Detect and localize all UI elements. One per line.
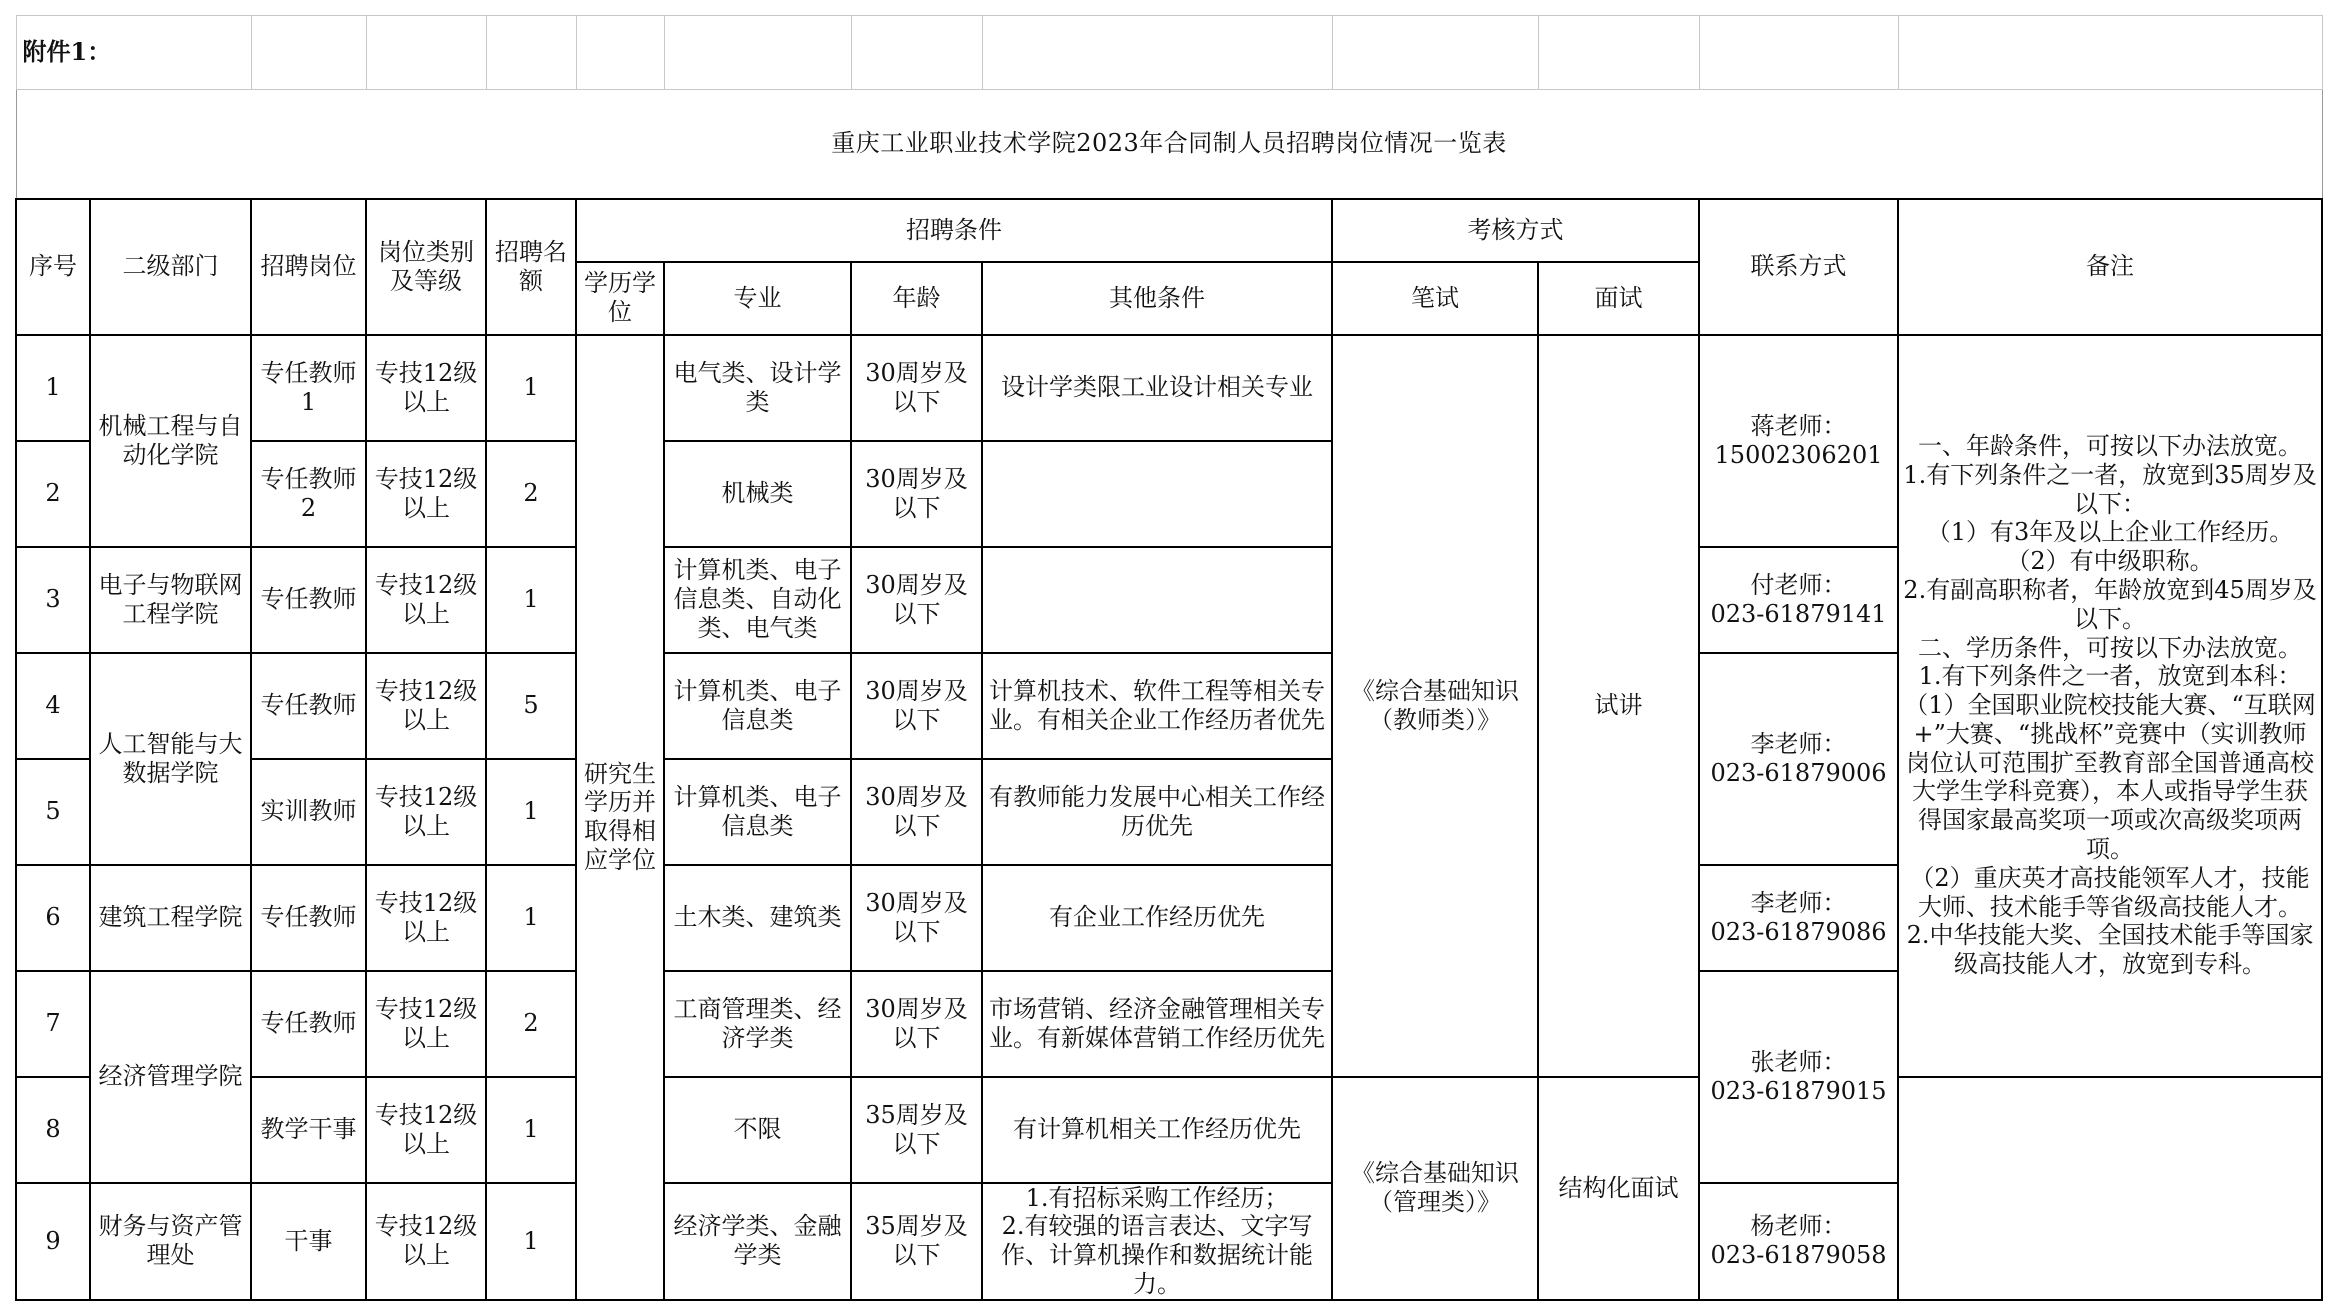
- table-row: [16, 1077, 2322, 1183]
- remarks-line: 一、年龄条件，可按以下办法放宽。: [1918, 431, 2303, 460]
- other-cell: [982, 1183, 1332, 1300]
- header-other: 其他条件: [982, 262, 1332, 335]
- position-cell: 专任教师2: [251, 441, 366, 547]
- attachment-row: [16, 16, 2322, 90]
- department-cell: 机械工程与自动化学院: [90, 335, 251, 547]
- seq-cell: 7: [16, 971, 90, 1077]
- position-cell: 专任教师: [251, 653, 366, 759]
- major-cell: 经济学类、金融学类: [664, 1183, 851, 1300]
- age-cell: 30周岁及以下: [851, 441, 982, 547]
- contact-phone: 15002306201: [1714, 440, 1883, 469]
- category-cell: 专技12级以上: [366, 335, 486, 441]
- category-cell: 专技12级以上: [366, 1183, 486, 1300]
- category-cell: 专技12级以上: [366, 441, 486, 547]
- contact-phone: 023-61879141: [1710, 599, 1887, 628]
- contact-name: 杨老师：: [1750, 1212, 1847, 1241]
- position-cell: 专任教师: [251, 865, 366, 971]
- remarks-line: 1.有下列条件之一者，放宽到本科：: [1918, 662, 2302, 691]
- age-cell: 30周岁及以下: [851, 971, 982, 1077]
- category-cell: 专技12级以上: [366, 547, 486, 653]
- header-age: 年龄: [851, 262, 982, 335]
- major-cell: 计算机类、电子信息类: [664, 759, 851, 865]
- interview-cell: 试讲: [1538, 335, 1699, 1077]
- age-cell: 35周岁及以下: [851, 1183, 982, 1300]
- contact-name: 蒋老师：: [1750, 411, 1847, 440]
- empty-cell: [851, 16, 982, 90]
- remarks-line: （2）有中级职称。: [2006, 547, 2214, 576]
- remarks-empty-cell: [1898, 1077, 2322, 1300]
- contact-cell: [1699, 1183, 1898, 1300]
- major-cell: 土木类、建筑类: [664, 865, 851, 971]
- remarks-cell: [1898, 335, 2322, 1077]
- interview-cell: 结构化面试: [1538, 1077, 1699, 1300]
- header-department: 二级部门: [90, 199, 251, 335]
- seq-cell: 1: [16, 335, 90, 441]
- other-cell: 有教师能力发展中心相关工作经历优先: [982, 759, 1332, 865]
- category-cell: 专技12级以上: [366, 759, 486, 865]
- empty-cell: [1898, 16, 2322, 90]
- other-cell: 有计算机相关工作经历优先: [982, 1077, 1332, 1183]
- header-conditions: 招聘条件: [576, 199, 1332, 262]
- age-cell: 30周岁及以下: [851, 865, 982, 971]
- department-cell: 经济管理学院: [90, 971, 251, 1183]
- age-cell: 35周岁及以下: [851, 1077, 982, 1183]
- other-line: 2.有较强的语言表达、文字写作、计算机操作和数据统计能力。: [1001, 1212, 1314, 1298]
- empty-cell: [664, 16, 851, 90]
- quota-cell: 2: [486, 441, 576, 547]
- age-cell: 30周岁及以下: [851, 653, 982, 759]
- major-cell: 电气类、设计学类: [664, 335, 851, 441]
- position-cell: 教学干事: [251, 1077, 366, 1183]
- position-cell: 专任教师1: [251, 335, 366, 441]
- category-cell: 专技12级以上: [366, 1077, 486, 1183]
- quota-cell: 5: [486, 653, 576, 759]
- header-position: 招聘岗位: [251, 199, 366, 335]
- header-category: 岗位类别及等级: [366, 199, 486, 335]
- major-cell: 计算机类、电子信息类、自动化类、电气类: [664, 547, 851, 653]
- remarks-line: 2.有副高职称者，年龄放宽到45周岁及以下。: [1903, 575, 2317, 633]
- remarks-line: （1）有3年及以上企业工作经历。: [1926, 518, 2294, 547]
- empty-cell: [1538, 16, 1699, 90]
- header-major: 专业: [664, 262, 851, 335]
- recruitment-table: [15, 15, 2323, 1301]
- contact-name: 李老师：: [1750, 888, 1847, 917]
- major-cell: 计算机类、电子信息类: [664, 653, 851, 759]
- header-row: [16, 199, 2322, 262]
- quota-cell: 1: [486, 759, 576, 865]
- quota-cell: 1: [486, 547, 576, 653]
- age-cell: 30周岁及以下: [851, 547, 982, 653]
- contact-cell: [1699, 653, 1898, 865]
- header-education: 学历学位: [576, 262, 664, 335]
- category-cell: 专技12级以上: [366, 653, 486, 759]
- contact-phone: 023-61879006: [1710, 758, 1887, 787]
- header-remarks: 备注: [1898, 199, 2322, 335]
- seq-cell: 2: [16, 441, 90, 547]
- category-cell: 专技12级以上: [366, 971, 486, 1077]
- table-row: [16, 335, 2322, 441]
- remarks-line: （1）全国职业院校技能大赛、“互联网+”大赛、“挑战杯”竞赛中（实训教师岗位认可范围扩至教育部全国普通高校大学生学科竞赛），本人或指导学生获得国家最高奖项一项或次高级奖项两项。: [1904, 691, 2316, 864]
- remarks-line: （2）重庆英才高技能领军人才，技能大师、技术能手等省级高技能人才。: [1910, 863, 2310, 921]
- contact-name: 李老师：: [1750, 729, 1847, 758]
- category-cell: 专技12级以上: [366, 865, 486, 971]
- contact-cell: [1699, 971, 1898, 1183]
- contact-cell: [1699, 865, 1898, 971]
- empty-cell: [1332, 16, 1538, 90]
- department-cell: 建筑工程学院: [90, 865, 251, 971]
- seq-cell: 3: [16, 547, 90, 653]
- empty-cell: [366, 16, 486, 90]
- other-cell: 设计学类限工业设计相关专业: [982, 335, 1332, 441]
- other-cell: [982, 441, 1332, 547]
- title-row: [16, 90, 2322, 199]
- contact-name: 付老师：: [1750, 570, 1847, 599]
- seq-cell: 6: [16, 865, 90, 971]
- header-seq: 序号: [16, 199, 90, 335]
- other-cell: 计算机技术、软件工程等相关专业。有相关企业工作经历者优先: [982, 653, 1332, 759]
- empty-cell: [251, 16, 366, 90]
- age-cell: 30周岁及以下: [851, 335, 982, 441]
- empty-cell: [982, 16, 1332, 90]
- remarks-line: 1.有下列条件之一者，放宽到35周岁及以下：: [1903, 460, 2317, 518]
- position-cell: 实训教师: [251, 759, 366, 865]
- major-cell: 工商管理类、经济学类: [664, 971, 851, 1077]
- header-quota: 招聘名额: [486, 199, 576, 335]
- written-exam-cell: 《综合基础知识（教师类）》: [1332, 335, 1538, 1077]
- position-cell: 干事: [251, 1183, 366, 1300]
- quota-cell: 1: [486, 1077, 576, 1183]
- seq-cell: 9: [16, 1183, 90, 1300]
- major-cell: 不限: [664, 1077, 851, 1183]
- position-cell: 专任教师: [251, 547, 366, 653]
- header-assessment: 考核方式: [1332, 199, 1699, 262]
- contact-phone: 023-61879086: [1710, 917, 1887, 946]
- empty-cell: [1699, 16, 1898, 90]
- quota-cell: 1: [486, 865, 576, 971]
- major-cell: 机械类: [664, 441, 851, 547]
- age-cell: 30周岁及以下: [851, 759, 982, 865]
- contact-phone: 023-61879015: [1710, 1076, 1887, 1105]
- header-written: 笔试: [1332, 262, 1538, 335]
- other-line: 1.有招标采购工作经历；: [1025, 1183, 1289, 1212]
- contact-cell: [1699, 335, 1898, 547]
- contact-phone: 023-61879058: [1710, 1241, 1887, 1270]
- quota-cell: 2: [486, 971, 576, 1077]
- other-cell: 有企业工作经历优先: [982, 865, 1332, 971]
- header-contact: 联系方式: [1699, 199, 1898, 335]
- header-interview: 面试: [1538, 262, 1699, 335]
- written-exam-cell: 《综合基础知识（管理类）》: [1332, 1077, 1538, 1300]
- contact-name: 张老师：: [1750, 1047, 1847, 1076]
- seq-cell: 8: [16, 1077, 90, 1183]
- attachment-label: 附件1：: [16, 16, 251, 90]
- position-cell: 专任教师: [251, 971, 366, 1077]
- remarks-line: 二、学历条件，可按以下办法放宽。: [1918, 633, 2303, 662]
- other-cell: [982, 547, 1332, 653]
- contact-cell: [1699, 547, 1898, 653]
- quota-cell: 1: [486, 1183, 576, 1300]
- empty-cell: [576, 16, 664, 90]
- seq-cell: 5: [16, 759, 90, 865]
- education-cell: 研究生学历并取得相应学位: [576, 335, 664, 1300]
- page-title: 重庆工业职业技术学院2023年合同制人员招聘岗位情况一览表: [16, 90, 2322, 199]
- department-cell: 人工智能与大数据学院: [90, 653, 251, 865]
- remarks-line: 2.中华技能大奖、全国技术能手等国家级高技能人才，放宽到专科。: [1906, 921, 2314, 979]
- empty-cell: [486, 16, 576, 90]
- department-cell: 电子与物联网工程学院: [90, 547, 251, 653]
- other-cell: 市场营销、经济金融管理相关专业。有新媒体营销工作经历优先: [982, 971, 1332, 1077]
- quota-cell: 1: [486, 335, 576, 441]
- department-cell: 财务与资产管理处: [90, 1183, 251, 1300]
- seq-cell: 4: [16, 653, 90, 759]
